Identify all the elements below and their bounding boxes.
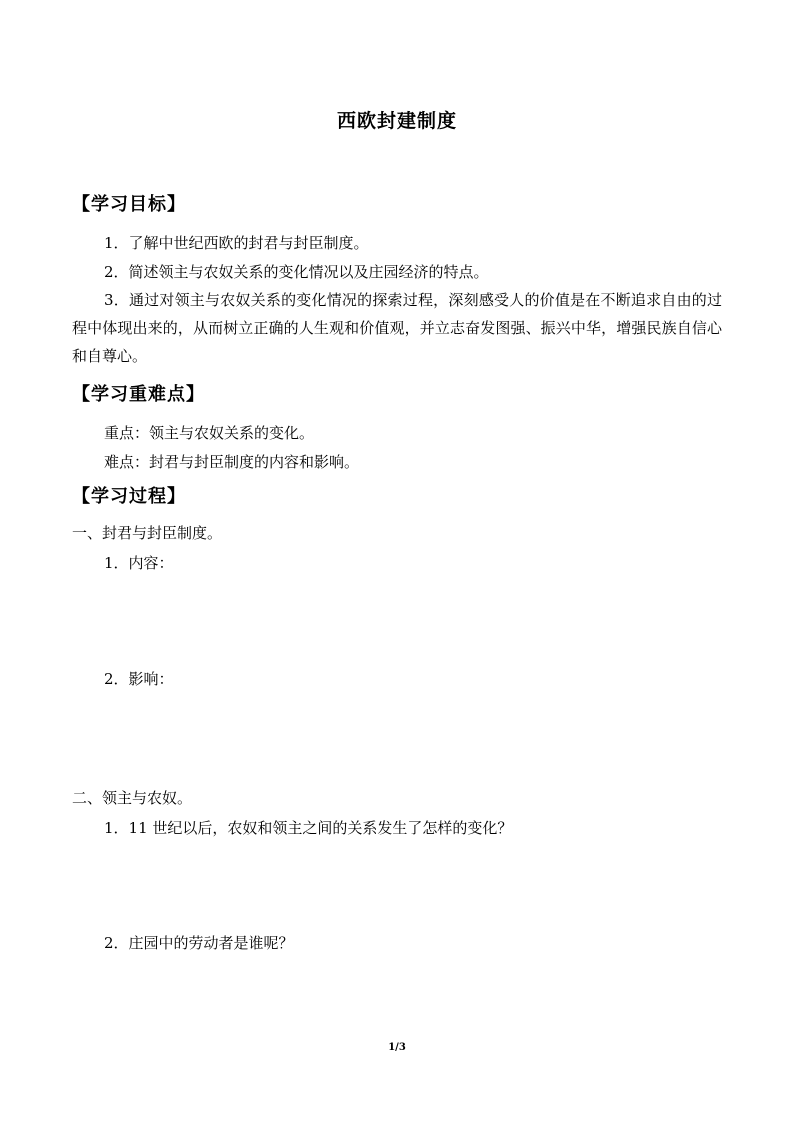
page-title: 西欧封建制度 [336,110,457,132]
part2-question-relationship: 1．11 世纪以后，农奴和领主之间的关系发生了怎样的变化？ [104,819,513,837]
process-heading: 【学习过程】 [72,486,186,507]
key-point: 重点：领主与农奴关系的变化。 [104,424,315,442]
objectives-heading: 【学习目标】 [72,194,186,215]
objective-item-3: 3．通过对领主与农奴关系的变化情况的探索过程，深刻感受人的价值是在不断追求自由的过程中体现出来的，从而树立正确的人生观和价值观，并立志奋发图强、振兴中华，增强民族自信心和自尊心。 [72,291,722,365]
part1-question-impact: 2．影响： [104,670,174,688]
part1-question-content: 1．内容： [104,554,174,572]
part2-title: 二、领主与农奴。 [72,789,193,807]
page-number: 1/3 [388,1042,406,1053]
key-points-heading: 【学习重难点】 [72,384,205,405]
part1-title: 一、封君与封臣制度。 [72,524,223,542]
objective-item-1: 1．了解中世纪西欧的封君与封臣制度。 [104,234,369,252]
difficulty-point: 难点：封君与封臣制度的内容和影响。 [104,453,360,471]
objective-item-2: 2．简述领主与农奴关系的变化情况以及庄园经济的特点。 [104,263,489,281]
part2-question-laborers: 2．庄园中的劳动者是谁呢？ [104,934,294,952]
